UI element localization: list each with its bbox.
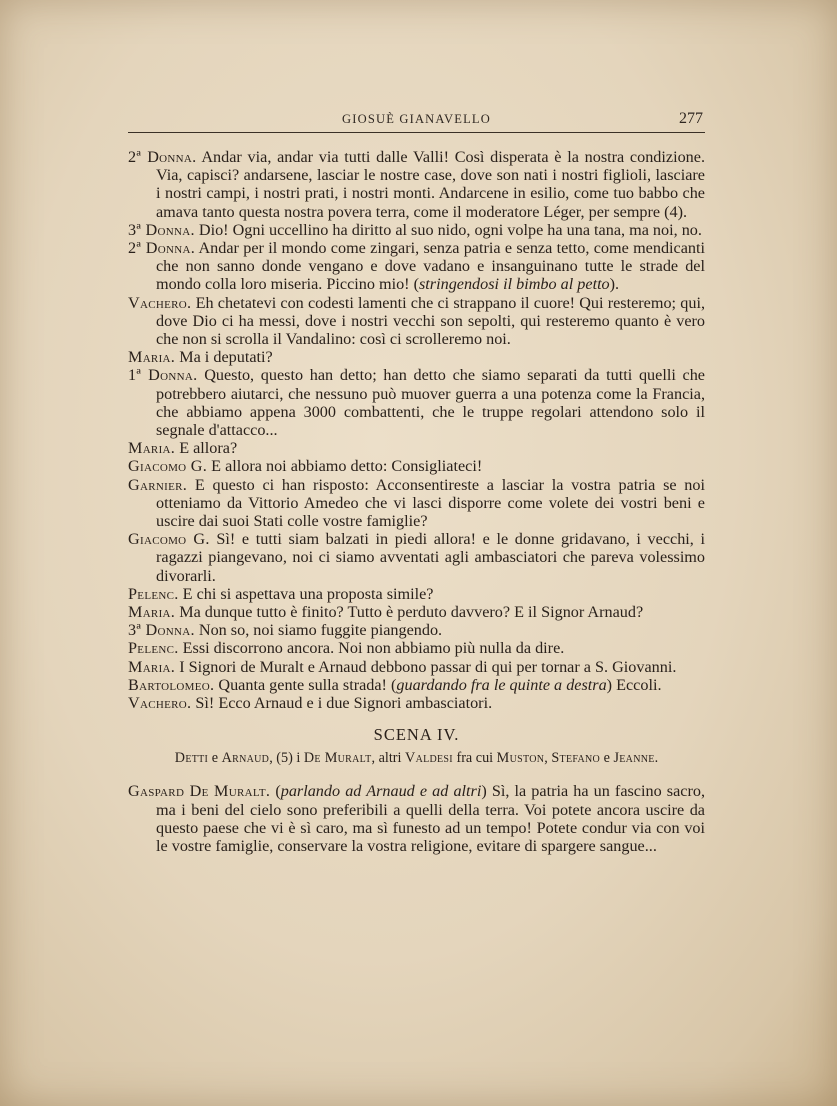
speaker-name: 1ª Donna.	[128, 366, 198, 385]
speaker-name: Giacomo G.	[128, 457, 208, 476]
dialogue-line	[128, 603, 705, 621]
line-text: Sì! e tutti siam balzati in piedi allora! e le donne gridavano, i vecchi, i ragazzi piangevano, noi ci siamo avventati agli ambasciatori che pareva volessimo divorarli.	[156, 530, 705, 585]
dialogue-line	[128, 694, 705, 712]
dialogue-line	[128, 621, 705, 639]
line-text: E allora?	[175, 439, 238, 458]
stage-direction: stringendosi il bimbo al petto	[419, 275, 610, 294]
character-name: Detti	[174, 750, 209, 767]
line-text: E questo ci han risposto: Acconsentireste a lasciar la vostra patria se noi otteniamo da Vittorio Amedeo che vi lasci disporre come volete dei vostri beni e uscire dai suoi Stati colle vostre famiglie?	[156, 475, 705, 531]
cast-connector: fra cui	[452, 750, 497, 767]
scene-title: SCENA IV.	[373, 725, 460, 745]
speaker-name: Vachero.	[128, 694, 192, 713]
speaker-name: 2ª Donna.	[128, 148, 197, 166]
scene-cast-list	[128, 749, 705, 767]
line-text-after: ) Sì, la patria ha un fascino sacro, ma i beni del cielo sono preferibili a quelli della terra. Voi potete ancora uscire da questo paese che vi è sì caro, ma sì funesto ad un tempo! Potete condur via con voi le vostre famiglie, conservare la vostra religione, evitare di spargere sangue...	[156, 782, 705, 855]
dialogue-line	[128, 530, 705, 585]
cast-connector: , altri	[371, 750, 406, 767]
dialogue-line	[128, 366, 705, 439]
dialogue-line	[128, 639, 705, 657]
speaker-name: Maria.	[128, 603, 176, 622]
line-text: (	[270, 782, 281, 801]
line-text: I Signori de Muralt e Arnaud debbono passar di qui per tornar a S. Giovanni.	[175, 657, 677, 676]
cast-connector: ,	[544, 750, 552, 767]
dialogue-line	[128, 457, 705, 475]
line-text-after: ).	[609, 275, 620, 294]
speaker-name: Pelenc.	[128, 639, 179, 658]
speaker-name: 3ª Donna.	[128, 621, 195, 640]
line-text: Questo, questo han detto; han detto che siamo separati da tutti quelli che potrebbero aiutarci, che nessuno può muover guerra a una potenza come la Francia, che abbiamo appena 3000 combattenti, che le truppe regolari attendono solo il segnale d'attacco...	[156, 366, 705, 440]
dialogue-line	[128, 148, 705, 221]
dialogue-line	[128, 782, 705, 855]
speaker-name: Bartolomeo.	[128, 675, 215, 694]
line-text: Eh chetatevi con codesti lamenti che ci strappano il cuore! Qui resteremo; qui, dove Dio ci ha messi, dove i nostri vecchi son sepolti, qui resteremo quanto è vero che non si scrolla il Vandalino: così ci scrolleremo noi.	[156, 293, 705, 349]
dialogue-line	[128, 439, 705, 457]
line-text: Non so, noi siamo fuggite piangendo.	[194, 621, 443, 640]
speaker-name: Giacomo G.	[128, 530, 210, 549]
line-text: E chi si aspettava una proposta simile?	[178, 584, 434, 603]
character-name: Jeanne	[613, 750, 655, 767]
page-number: 277	[679, 110, 703, 127]
speaker-name: Gaspard De Muralt.	[128, 782, 271, 801]
character-name: Muston	[496, 750, 545, 767]
speaker-name: Garnier.	[128, 475, 188, 494]
dialogue-line	[128, 221, 705, 239]
dialogue-line	[128, 658, 705, 676]
speaker-name: 3ª Donna.	[128, 220, 195, 239]
line-text: Essi discorrono ancora. Noi non abbiamo più nulla da dire.	[178, 639, 565, 658]
dialogue-line	[128, 239, 705, 294]
character-name: De Muralt	[303, 750, 372, 767]
line-text: Andar per il mondo come zingari, senza patria e senza tetto, come mendicanti che non sanno donde vengano e dove vadano e insanguinano tutte le strade del mondo colla loro miseria. Piccino mio! (	[156, 239, 705, 294]
character-name: Valdesi	[405, 750, 453, 767]
speaker-name: Pelenc.	[128, 584, 179, 603]
cast-connector: e	[600, 750, 614, 767]
dialogue-line	[128, 476, 705, 531]
line-text: Dio! Ogni uccellino ha diritto al suo nido, ogni volpe ha una tana, ma noi, no.	[194, 220, 702, 239]
line-text-after: ) Eccoli.	[606, 675, 662, 694]
stage-direction: parlando ad Arnaud e ad altri	[280, 782, 482, 801]
stage-direction: guardando fra le quinte a destra	[396, 675, 607, 694]
line-text: Sì! Ecco Arnaud e i due Signori ambasciatori.	[191, 694, 493, 713]
line-text: Andar via, andar via tutti dalle Valli! Così disperata è la nostra condizione. Via, capisci? andarsene, lasciar le nostre case, dove son nati i nostri figlioli, lasciare i nostri campi, i nostri prati, i nostri monti. Andarcene in esilio, come tuo babbo che amava tanto questa nostra povera terra, come il moderatore Léger, per sempre (4).	[156, 148, 705, 221]
dialogue-line	[128, 294, 705, 349]
line-text: E allora noi abbiamo detto: Consigliateci!	[207, 457, 483, 476]
running-title: GIOSUÈ GIANAVELLO	[342, 112, 491, 126]
dialogue-section	[128, 148, 705, 712]
speaker-name: Maria.	[128, 657, 176, 676]
page-body	[128, 148, 705, 855]
speaker-name: Maria.	[128, 348, 176, 367]
line-text: Quanta gente sulla strada! (	[214, 675, 397, 694]
speaker-name: Maria.	[128, 439, 176, 458]
speaker-name: 2ª Donna.	[128, 239, 196, 258]
line-text: Ma dunque tutto è finito? Tutto è perduto davvero? E il Signor Arnaud?	[175, 603, 644, 622]
line-text: Ma i deputati?	[175, 348, 273, 367]
dialogue-line	[128, 348, 705, 366]
cast-connector: e	[208, 750, 222, 767]
character-name: Stefano	[551, 750, 601, 767]
dialogue-line	[128, 676, 705, 694]
page-header	[128, 110, 705, 133]
dialogue-line	[128, 585, 705, 603]
character-name: Arnaud	[221, 750, 270, 767]
speaker-name: Vachero.	[128, 293, 192, 312]
cast-connector: .	[654, 750, 659, 767]
cast-connector: , (5) i	[269, 750, 304, 767]
